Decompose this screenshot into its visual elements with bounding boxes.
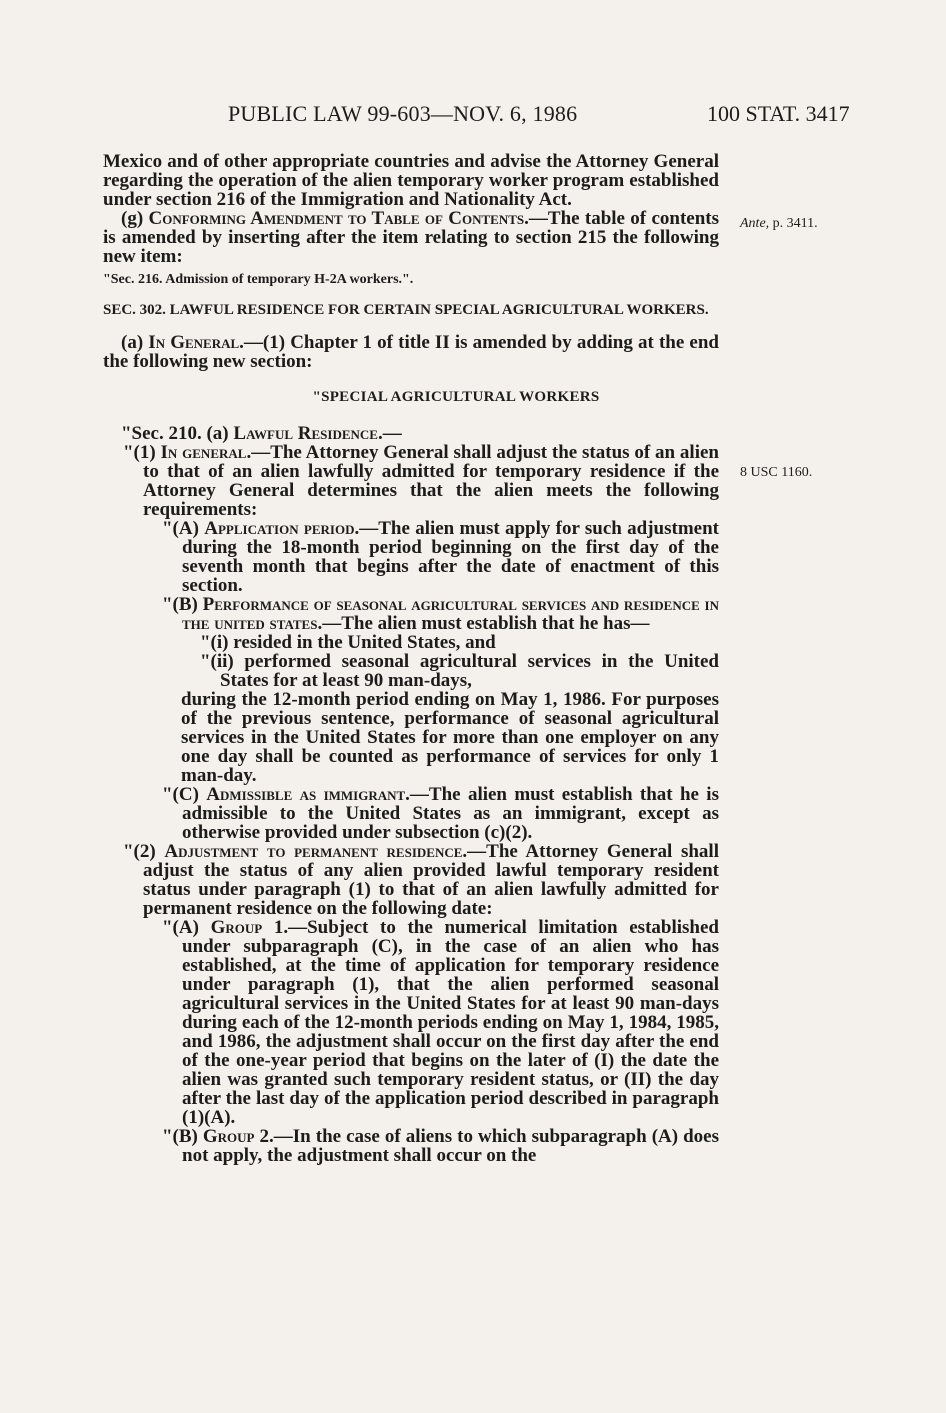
group-2-text: 2.—In the case of aliens to which subparagraph (A) does not apply, the adjustment shall occur on the <box>182 1126 719 1166</box>
group-1-heading: Group <box>210 917 263 938</box>
margin-note-ante <box>740 216 818 232</box>
paragraph-continuation: Mexico and of other appropriate countries and advise the Attorney General regarding the operation of the alien temporary worker program established under section 216 of the Immigration and Nationality Act. <box>103 151 719 210</box>
paragraph-a <box>103 333 719 371</box>
subparagraph-B-text: .—The alien must establish that he has— <box>317 613 650 634</box>
margin-note-ante-italic: Ante, <box>740 216 770 231</box>
subparagraph-B-tail: during the 12-month period ending on May 1, 1986. For purposes of the previous sentence, performance of seasonal agricultural services in the United States for more than one employer on any one day shall be counted as performance of services for only 1 man-day. <box>181 689 719 786</box>
subparagraph-C-label: "(C) <box>162 784 207 805</box>
section-210-subheading: Lawful Residence <box>233 423 378 444</box>
group-2 <box>103 1127 719 1165</box>
paragraph-a-text: .—(1) Chapter 1 of title II is amended by adding at the end the following new section: <box>103 332 719 372</box>
section-210-dash: .— <box>377 423 402 444</box>
margin-note-ante-rest: p. 3411. <box>769 216 818 231</box>
group-1-text: 1.—Subject to the numerical limitation established under subparagraph (C), in the case of an alien who has established, at the time of application for temporary residence under paragraph (1), that the alien performed seasonal agricultural services in the United States for at least 90 man-days during each of the 12-month periods ending on May 1, 1984, 1985, and 1986, the adjustment shall occur on the first day after the end of the one-year period that begins on the later of (I) the date the alien was granted such temporary resident status, or (II) the day after the last day of the application period described in paragraph (1)(A). <box>182 917 719 1128</box>
new-section-heading: "SPECIAL AGRICULTURAL WORKERS <box>312 389 600 405</box>
running-header-title: PUBLIC LAW 99-603—NOV. 6, 1986 <box>228 101 578 126</box>
paragraph-a-heading: In General <box>148 332 240 353</box>
group-2-label: "(B) <box>162 1126 203 1147</box>
running-header-stat: 100 STAT. 3417 <box>707 101 850 126</box>
subparagraph-C-heading: Admissible as immigrant <box>206 784 406 805</box>
paragraph-1 <box>103 443 719 519</box>
margin-note-usc: 8 USC 1160. <box>740 465 813 480</box>
group-1 <box>103 918 719 1127</box>
body-text <box>103 152 719 1165</box>
paragraph-1-label: "(1) <box>123 442 161 463</box>
paragraph-g-heading: Conforming Amendment to Table of Contents <box>148 208 525 229</box>
paragraph-2-label: "(2) <box>123 841 165 862</box>
paragraph-2-text: .—The Attorney General shall adjust the status of any alien provided lawful temporary resident status under paragraph (1) to that of an alien lawfully admitted for permanent residence on the following date: <box>143 841 719 919</box>
section-210-heading <box>103 424 719 443</box>
paragraph-1-heading: In general <box>160 442 247 463</box>
paragraph-g-text: .—The table of contents is amended by inserting after the item relating to section 215 the following new item: <box>103 208 719 267</box>
subparagraph-B-label: "(B) <box>162 594 203 615</box>
subparagraph-C <box>103 785 719 842</box>
subparagraph-B <box>103 595 719 633</box>
section-heading: SEC. 302. LAWFUL RESIDENCE FOR CERTAIN SPECIAL AGRICULTURAL WORKERS. <box>103 302 709 318</box>
paragraph-g-label: (g) <box>121 208 149 229</box>
subparagraph-A <box>103 519 719 595</box>
group-1-label: "(A) <box>162 917 211 938</box>
subparagraph-A-label: "(A) <box>162 518 205 539</box>
toc-item: "Sec. 216. Admission of temporary H-2A workers.". <box>103 272 414 287</box>
subparagraph-A-heading: Application period <box>204 518 355 539</box>
paragraph-1-text: .—The Attorney General shall adjust the status of an alien to that of an alien lawfully admitted for temporary residence if the Attorney General determines that the alien meets the following requirements: <box>143 442 719 520</box>
paragraph-2 <box>103 842 719 918</box>
paragraph-g <box>103 209 719 266</box>
clause-i: "(i) resided in the United States, and <box>200 632 496 653</box>
subparagraph-B-heading: Performance of seasonal agricultural services and residence in the united states <box>182 594 719 634</box>
subparagraph-C-text: .—The alien must establish that he is admissible to the United States as an immigrant, except as otherwise provided under subsection (c)(2). <box>182 784 719 843</box>
paragraph-a-label: (a) <box>121 332 149 353</box>
subparagraph-A-text: .—The alien must apply for such adjustment during the 18-month period beginning on the first day of the seventh month that begins after the date of enactment of this section. <box>182 518 719 596</box>
group-2-heading: Group <box>202 1126 255 1147</box>
clause-ii: "(ii) performed seasonal agricultural services in the United States for at least 90 man-days, <box>200 651 719 691</box>
paragraph-2-heading: Adjustment to permanent residence <box>164 841 463 862</box>
section-210-label: "Sec. 210. (a) <box>121 423 234 444</box>
